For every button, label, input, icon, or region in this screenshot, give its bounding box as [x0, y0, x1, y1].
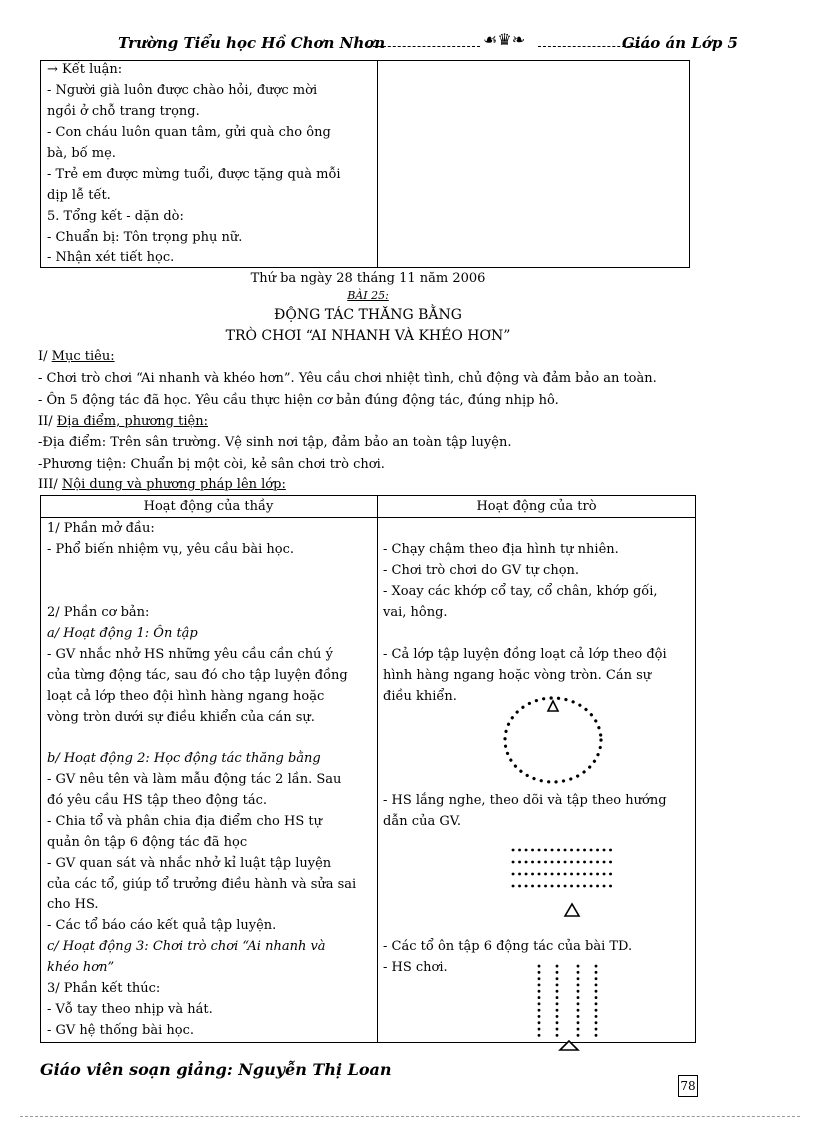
section-number: II/ — [38, 414, 57, 429]
teacher-marker-icon — [565, 904, 579, 916]
text-line: - HS lắng nghe, theo dõi và tập theo hướng — [383, 793, 667, 808]
lesson-title: ĐỘNG TÁC THĂNG BẰNG — [274, 307, 462, 323]
text-line: cho HS. — [47, 897, 99, 912]
lesson-subtitle: TRÒ CHƠI “AI NHANH VÀ KHÉO HƠN” — [225, 328, 511, 344]
text-line: bà, bố mẹ. — [47, 146, 116, 161]
columns-formation-diagram — [539, 966, 596, 1040]
page-bottom-divider — [20, 1116, 800, 1117]
activity-heading: b/ Hoạt động 2: Học động tác thăng bằng — [47, 751, 321, 766]
part-heading: 3/ Phần kết thúc: — [47, 981, 161, 996]
activity-heading: c/ Hoạt động 3: Chơi trò chơi “Ai nhanh và — [47, 939, 326, 954]
text-line: - Cả lớp tập luyện đồng loạt cả lớp theo đội — [383, 647, 667, 662]
objective-item: - Chơi trò chơi “Ai nhanh và khéo hơn”. Yêu cầu chơi nhiệt tình, chủ động và đảm bảo an toàn. — [38, 371, 657, 386]
activity-heading: a/ Hoạt động 1: Ôn tập — [47, 626, 198, 641]
text-line: hình hàng ngang hoặc vòng tròn. Cán sự — [383, 668, 652, 683]
part-heading: 2/ Phần cơ bản: — [47, 605, 150, 620]
school-name: Trường Tiểu học Hồ Chơn Nhơn — [118, 34, 386, 52]
location-item: -Địa điểm: Trên sân trường. Vệ sinh nơi tập, đảm bảo an toàn tập luyện. — [38, 435, 512, 450]
text-line: - Người già luôn được chào hỏi, được mời — [47, 83, 318, 98]
text-line: dịp lễ tết. — [47, 188, 111, 203]
text-line: - Xoay các khớp cổ tay, cổ chân, khớp gối, — [383, 584, 658, 599]
lesson-date: Thứ ba ngày 28 tháng 11 năm 2006 — [250, 271, 486, 286]
text-line: ngồi ở chỗ trang trọng. — [47, 104, 200, 119]
text-line: quản ôn tập 6 động tác đã học — [47, 835, 248, 850]
activity-heading: khéo hơn” — [47, 960, 115, 975]
text-line: - Trẻ em được mừng tuổi, được tặng quà mỗi — [47, 167, 341, 182]
objective-item: - Ôn 5 động tác đã học. Yêu cầu thực hiện cơ bản đúng động tác, đúng nhịp hô. — [38, 393, 559, 408]
text-line: - Các tổ báo cáo kết quả tập luyện. — [47, 918, 277, 933]
text-line: loạt cả lớp theo đội hình hàng ngang hoặc — [47, 689, 325, 704]
text-line: của từng động tác, sau đó cho tập luyện đồng — [47, 668, 348, 683]
text-line: vai, hông. — [383, 605, 448, 620]
text-line: điều khiển. — [383, 689, 457, 704]
plan-label: Giáo án Lớp 5 — [621, 34, 738, 52]
text-line: - Phổ biến nhiệm vụ, yêu cầu bài học. — [47, 542, 295, 557]
circle-formation-diagram — [505, 698, 601, 782]
author-signature: Giáo viên soạn giảng: Nguyễn Thị Loan — [40, 1060, 392, 1079]
text-line: - Chạy chậm theo địa hình tự nhiên. — [383, 542, 619, 557]
lesson-number: BÀI 25: — [347, 289, 389, 302]
text-line: 5. Tổng kết - dặn dò: — [47, 209, 184, 224]
text-line: - Chia tổ và phân chia địa điểm cho HS tự — [47, 814, 322, 829]
rows-formation-diagram — [513, 850, 617, 886]
text-line: - GV nhắc nhở HS những yêu cầu cần chú ý — [47, 647, 333, 662]
text-line: - Vỗ tay theo nhịp và hát. — [47, 1002, 213, 1017]
text-line: vòng tròn dưới sự điều khiển của cán sự. — [47, 710, 315, 725]
text-line: → Kết luận: — [47, 62, 123, 77]
col-header-teacher: Hoạt động của thầy — [143, 499, 274, 514]
section-number: III/ — [38, 477, 62, 492]
section-title: Nội dung và phương pháp lên lớp: — [61, 477, 286, 492]
text-line: - Các tổ ôn tập 6 động tác của bài TD. — [383, 939, 633, 954]
ornament-logo: ☙♛❧ — [483, 30, 526, 49]
text-line: - GV hệ thống bài học. — [47, 1023, 194, 1038]
section-title: Địa điểm, phương tiện: — [56, 414, 208, 429]
text-line: - HS chơi. — [383, 960, 448, 975]
text-line: đó yêu cầu HS tập theo động tác. — [47, 793, 267, 808]
text-line: - Chuẩn bị: Tôn trọng phụ nữ. — [47, 230, 243, 245]
section-number: I/ — [38, 349, 52, 364]
text-line: dẫn của GV. — [383, 814, 461, 829]
text-line: - Con cháu luôn quan tâm, gửi quà cho ông — [47, 125, 331, 140]
page-number: 78 — [678, 1075, 698, 1097]
location-item: -Phương tiện: Chuẩn bị một còi, kẻ sân chơi trò chơi. — [38, 457, 385, 472]
section-title: Mục tiêu: — [51, 349, 115, 364]
col-header-student: Hoạt động của trò — [476, 499, 597, 514]
text-line: - Nhận xét tiết học. — [47, 250, 175, 265]
part-heading: 1/ Phần mở đầu: — [47, 521, 155, 536]
teacher-marker-icon — [548, 701, 558, 711]
text-line: - Chơi trò chơi do GV tự chọn. — [383, 563, 580, 578]
text-line: - GV nêu tên và làm mẫu động tác 2 lần. Sau — [47, 772, 342, 787]
text-line: - GV quan sát và nhắc nhở kỉ luật tập luyện — [47, 856, 332, 871]
text-line: của các tổ, giúp tổ trưởng điều hành và sửa sai — [47, 877, 357, 892]
teacher-marker-icon — [560, 1041, 578, 1050]
